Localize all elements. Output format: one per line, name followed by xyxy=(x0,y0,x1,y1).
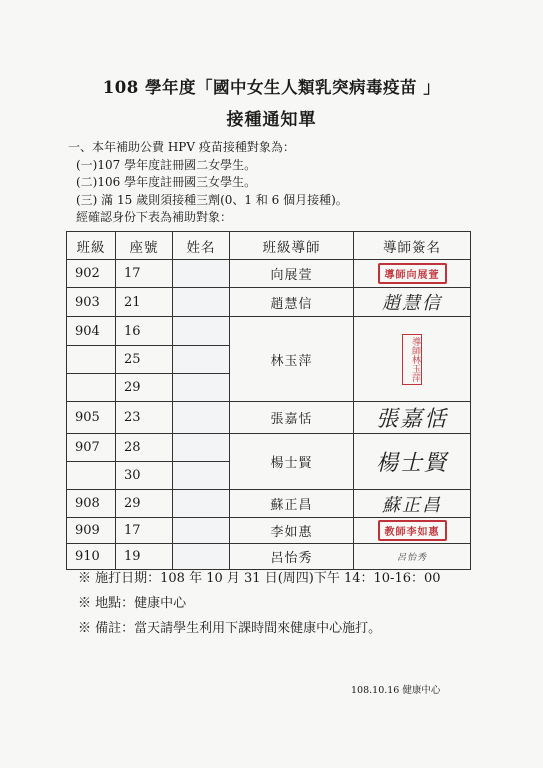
note-date: ※ 施打日期：108 年 10 月 31 日(周四)下午 14：10-16：00 xyxy=(78,571,441,586)
class-cell xyxy=(67,374,116,402)
intro-line: (三) 滿 15 歲則須接種三劑(0、1 和 6 個月接種)。 xyxy=(76,192,348,207)
notice-subtitle: 接種通知單 xyxy=(226,110,317,130)
class-cell: 905 xyxy=(67,402,116,434)
intro-line: (二)106 學年度註冊國三女學生。 xyxy=(76,175,257,189)
class-cell xyxy=(67,346,116,374)
seat-cell: 17 xyxy=(116,260,173,288)
intro-line: 經確認身份下表為補助對象： xyxy=(76,210,233,224)
handwritten-signature: 張嘉恬 xyxy=(375,407,448,432)
teacher-cell: 趙慧信 xyxy=(230,288,354,317)
name-cell-redacted xyxy=(173,434,230,462)
seat-cell: 16 xyxy=(116,317,173,346)
vaccination-notes xyxy=(78,566,441,641)
signature-cell xyxy=(354,317,471,402)
teacher-cell: 林玉萍 xyxy=(230,317,354,402)
teacher-cell: 李如惠 xyxy=(230,518,354,544)
table-row xyxy=(67,288,471,317)
eligibility-intro xyxy=(68,139,348,227)
issue-date-footer: 108.10.16 健康中心 xyxy=(351,685,441,696)
teacher-cell: 張嘉恬 xyxy=(230,402,354,434)
seat-cell: 23 xyxy=(116,402,173,434)
signature-cell xyxy=(354,518,471,544)
class-cell: 903 xyxy=(67,288,116,317)
teacher-cell: 蘇正昌 xyxy=(230,490,354,518)
handwritten-signature: 呂怡秀 xyxy=(396,553,427,563)
class-cell: 907 xyxy=(67,434,116,462)
seal-prefix: 導師 xyxy=(410,336,420,355)
seat-cell: 17 xyxy=(116,518,173,544)
class-cell: 902 xyxy=(67,260,116,288)
intro-line: (一)107 學年度註冊國二女學生。 xyxy=(76,157,257,172)
teacher-cell: 向展萱 xyxy=(230,260,354,288)
name-cell-redacted xyxy=(173,260,230,288)
seal-name: 林玉萍 xyxy=(410,354,420,382)
teacher-seal-stamp: 教師李如惠 xyxy=(378,520,447,541)
header-class: 班級 xyxy=(67,232,116,260)
teacher-cell: 呂怡秀 xyxy=(230,544,354,570)
note-location: ※ 地點：健康中心 xyxy=(78,596,187,611)
name-cell-redacted xyxy=(173,462,230,490)
note-remark: ※ 備註：當天請學生利用下課時間來健康中心施打。 xyxy=(78,621,382,636)
name-cell-redacted xyxy=(173,288,230,317)
teacher-seal-stamp: 導師向展萱 xyxy=(378,263,447,284)
seat-cell: 30 xyxy=(116,462,173,490)
class-cell: 908 xyxy=(67,490,116,518)
header-signature: 導師簽名 xyxy=(354,232,471,260)
class-cell: 910 xyxy=(67,544,116,570)
table-row xyxy=(67,490,471,518)
class-cell xyxy=(67,462,116,490)
seat-cell: 25 xyxy=(116,346,173,374)
notice-title: 108 學年度「國中女生人類乳突病毒疫苗 」 xyxy=(102,78,441,97)
teacher-seal-stamp xyxy=(402,334,422,385)
student-roster-table xyxy=(66,231,471,570)
signature-cell xyxy=(354,434,471,490)
intro-line: 一、本年補助公費 HPV 疫苗接種對象為： xyxy=(68,140,295,154)
seat-cell: 19 xyxy=(116,544,173,570)
signature-cell xyxy=(354,402,471,434)
table-row xyxy=(67,402,471,434)
teacher-cell: 楊士賢 xyxy=(230,434,354,490)
header-teacher: 班級導師 xyxy=(230,232,354,260)
name-cell-redacted xyxy=(173,374,230,402)
handwritten-signature: 趙慧信 xyxy=(382,293,442,314)
signature-cell xyxy=(354,288,471,317)
seat-cell: 28 xyxy=(116,434,173,462)
table-row xyxy=(67,317,471,346)
table-row xyxy=(67,434,471,462)
name-cell-redacted xyxy=(173,402,230,434)
seat-cell: 29 xyxy=(116,490,173,518)
name-cell-redacted xyxy=(173,518,230,544)
table-header-row xyxy=(67,232,471,260)
name-cell-redacted xyxy=(173,346,230,374)
name-cell-redacted xyxy=(173,490,230,518)
seat-cell: 21 xyxy=(116,288,173,317)
seat-cell: 29 xyxy=(116,374,173,402)
table-row xyxy=(67,518,471,544)
class-cell: 909 xyxy=(67,518,116,544)
handwritten-signature: 蘇正昌 xyxy=(382,494,442,516)
header-name: 姓名 xyxy=(173,232,230,260)
handwritten-signature: 楊士賢 xyxy=(375,451,448,476)
name-cell-redacted xyxy=(173,317,230,346)
signature-cell xyxy=(354,490,471,518)
signature-cell xyxy=(354,260,471,288)
table-row xyxy=(67,260,471,288)
class-cell: 904 xyxy=(67,317,116,346)
header-seat: 座號 xyxy=(116,232,173,260)
